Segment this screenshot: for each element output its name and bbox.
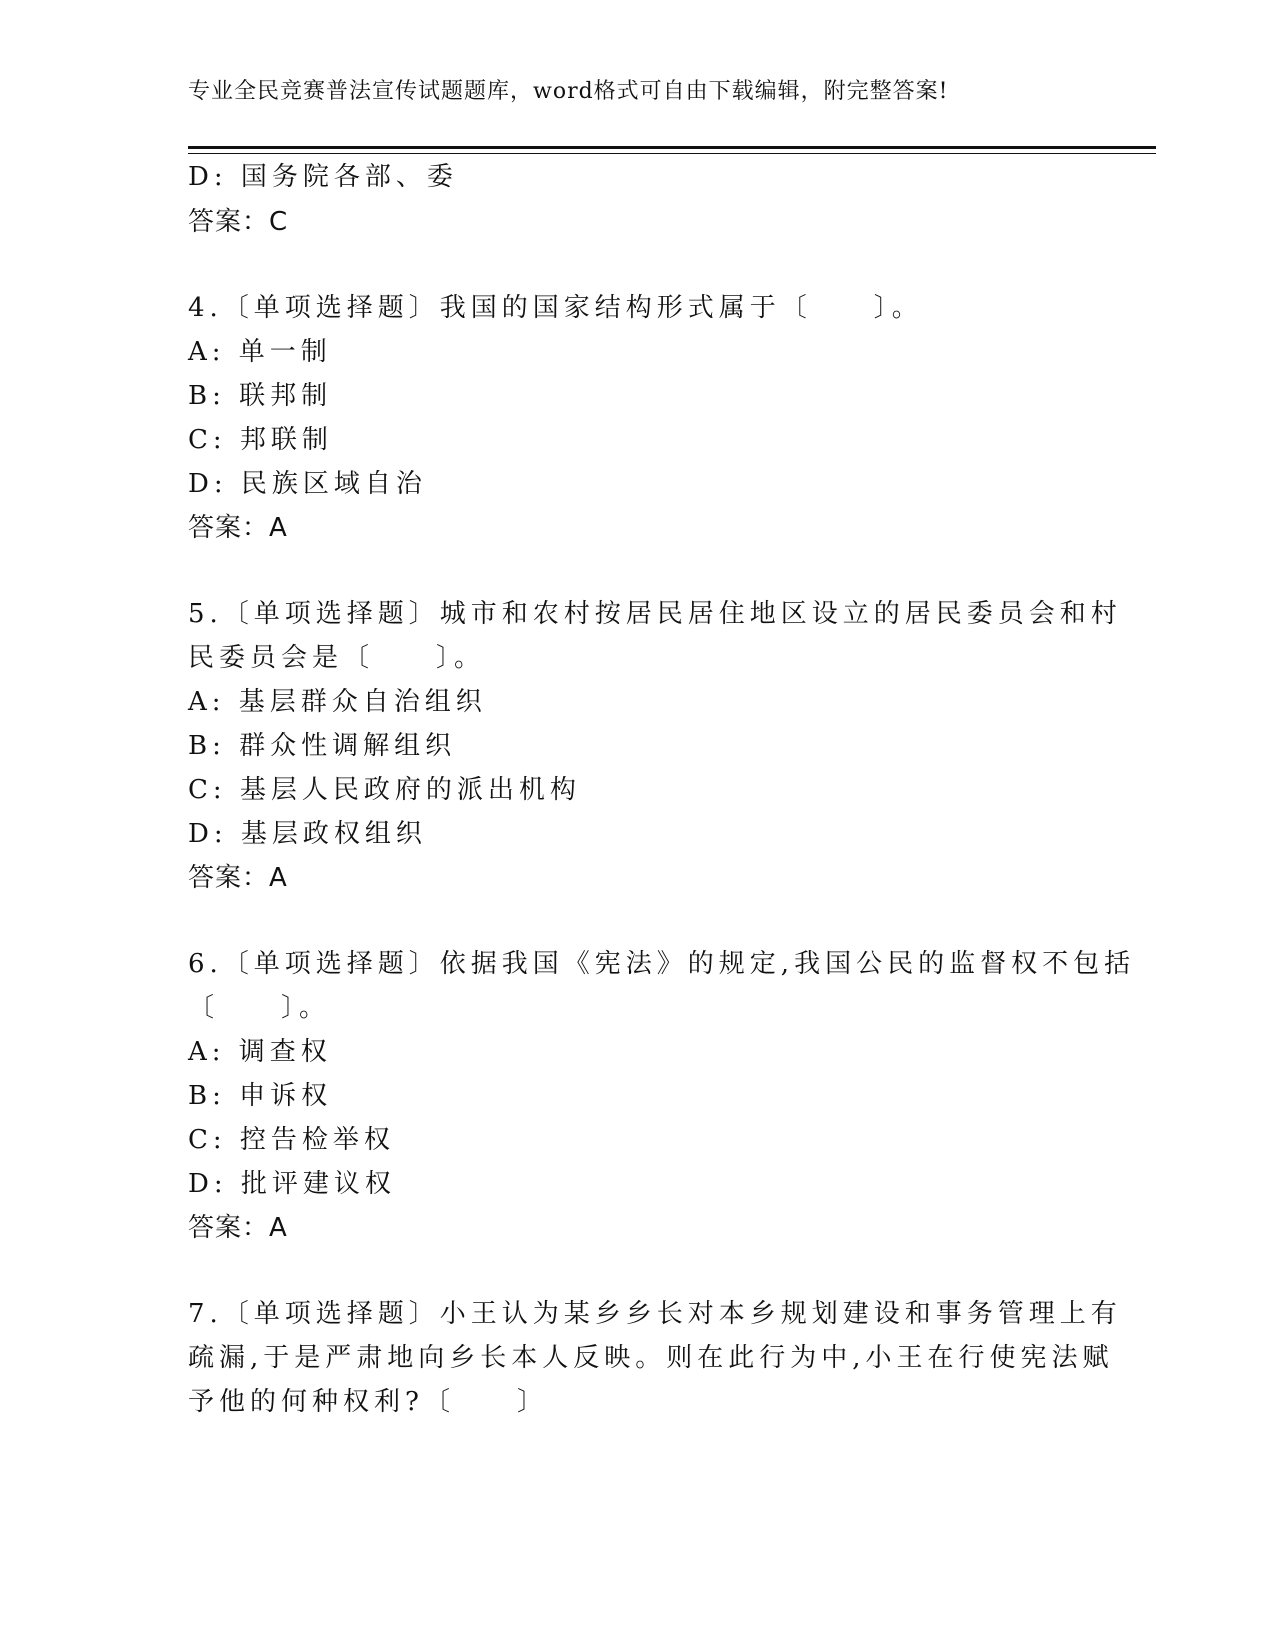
q5-option-d: D: 基层政权组织 bbox=[188, 819, 427, 849]
q6-stem-line2: 〔 〕。 bbox=[188, 993, 331, 1023]
q4-answer: 答案：A bbox=[188, 513, 288, 543]
header-rule-thick bbox=[188, 146, 1156, 149]
prev-answer: 答案：C bbox=[188, 207, 289, 237]
page-header: 专业全民竞赛普法宣传试题题库，word格式可自由下载编辑，附完整答案! bbox=[188, 79, 949, 104]
q6-option-a: A: 调查权 bbox=[188, 1037, 332, 1067]
header-rule-thin bbox=[188, 153, 1156, 154]
q5-stem-line1: 5.〔单项选择题〕城市和农村按居民居住地区设立的居民委员会和村 bbox=[188, 599, 1122, 629]
q5-stem-line2: 民委员会是〔 〕。 bbox=[188, 643, 486, 673]
q6-option-b: B: 申诉权 bbox=[188, 1081, 333, 1111]
q6-option-c: C: 控告检举权 bbox=[188, 1125, 395, 1155]
q6-answer: 答案：A bbox=[188, 1213, 288, 1243]
q4-stem: 4.〔单项选择题〕我国的国家结构形式属于〔 〕。 bbox=[188, 293, 923, 323]
q6-option-d: D: 批评建议权 bbox=[188, 1169, 396, 1199]
q7-stem-line2: 疏漏,于是严肃地向乡长本人反映。则在此行为中,小王在行使宪法赋 bbox=[188, 1343, 1114, 1373]
q4-option-a: A: 单一制 bbox=[188, 337, 332, 367]
q5-option-b: B: 群众性调解组织 bbox=[188, 731, 457, 761]
q7-stem-line3: 予他的何种权利?〔 〕 bbox=[188, 1387, 548, 1417]
q4-option-c: C: 邦联制 bbox=[188, 425, 333, 455]
q7-stem-line1: 7.〔单项选择题〕小王认为某乡乡长对本乡规划建设和事务管理上有 bbox=[188, 1299, 1122, 1329]
q5-option-a: A: 基层群众自治组织 bbox=[188, 687, 487, 717]
q5-option-c: C: 基层人民政府的派出机构 bbox=[188, 775, 581, 805]
q4-option-b: B: 联邦制 bbox=[188, 381, 333, 411]
q5-answer: 答案：A bbox=[188, 863, 288, 893]
prev-option-d: D: 国务院各部、委 bbox=[188, 162, 458, 192]
q4-option-d: D: 民族区域自治 bbox=[188, 469, 427, 499]
q6-stem-line1: 6.〔单项选择题〕依据我国《宪法》的规定,我国公民的监督权不包括 bbox=[188, 949, 1136, 979]
